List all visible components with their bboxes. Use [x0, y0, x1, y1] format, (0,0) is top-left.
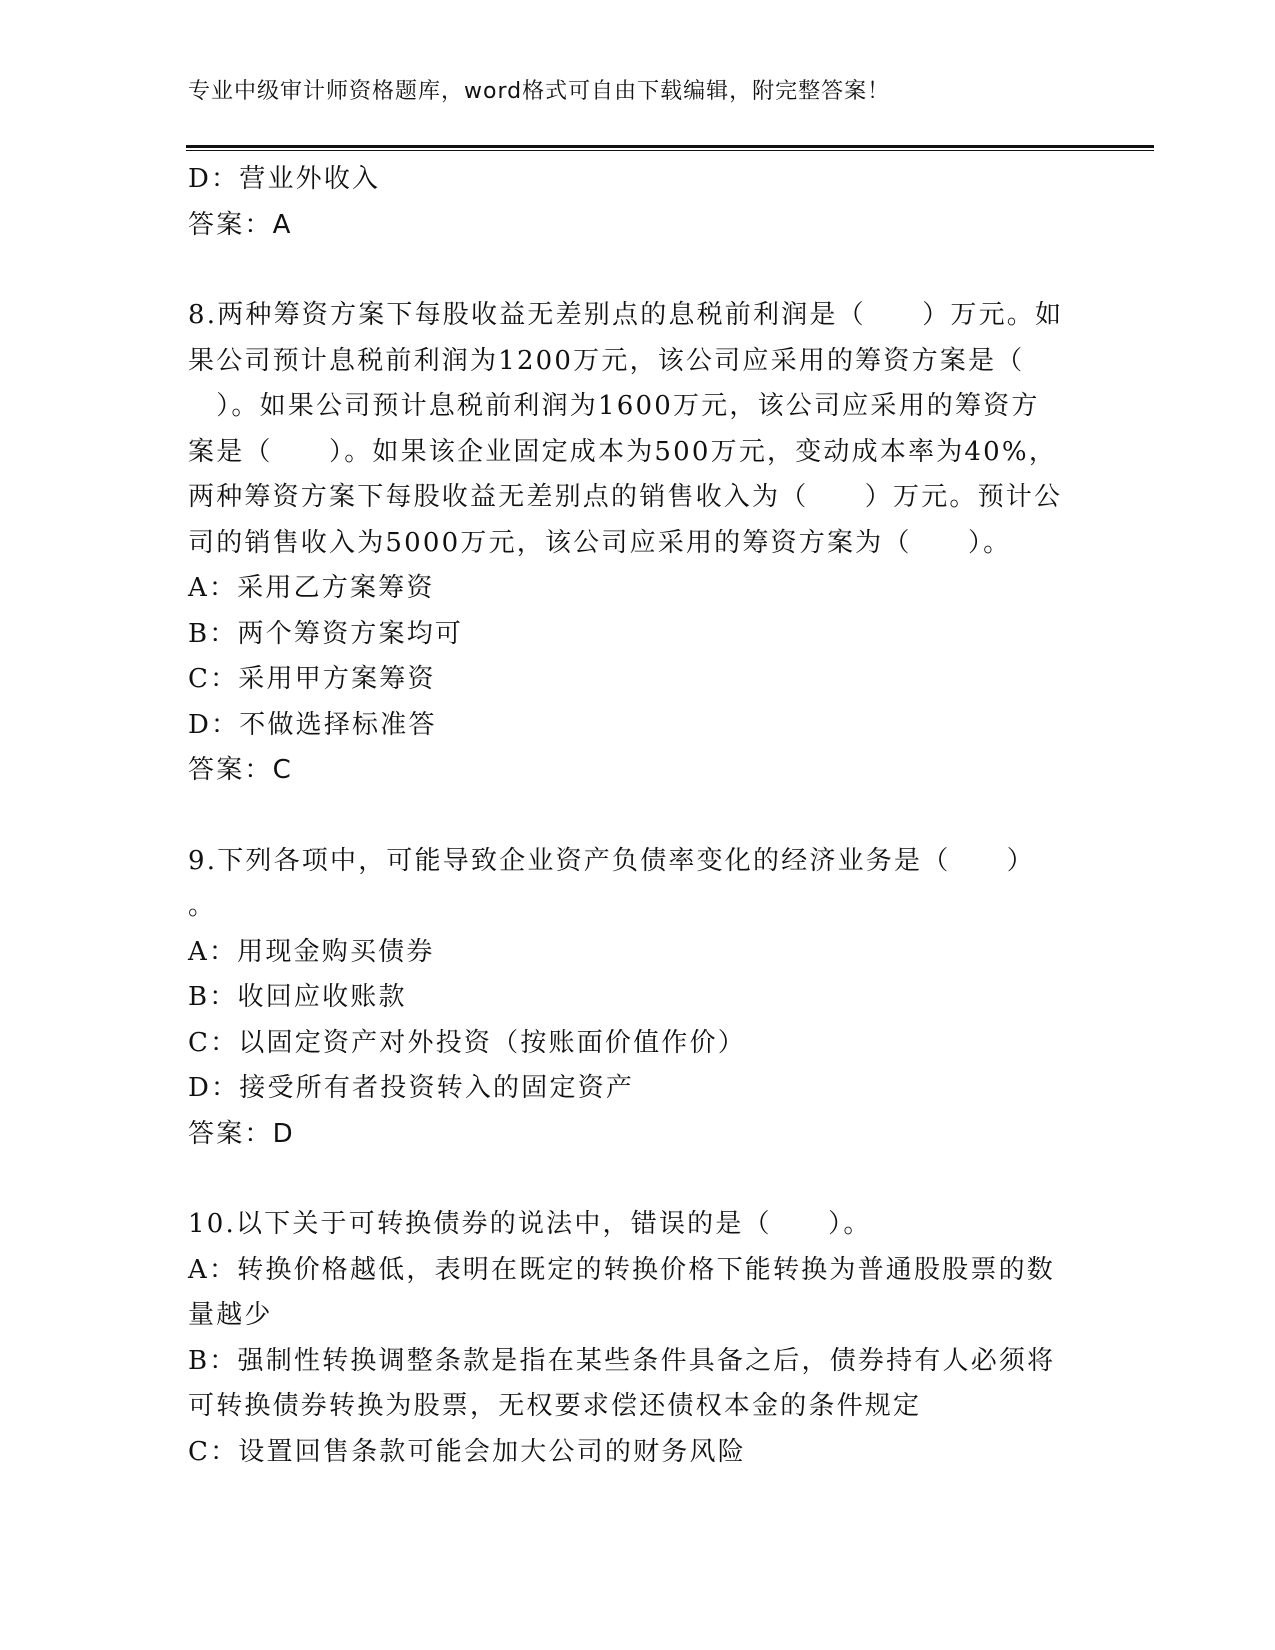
question-9-option-b: B：收回应收账款 — [188, 982, 407, 1012]
spacer — [188, 794, 1088, 839]
question-9-option-d: D：接受所有者投资转入的固定资产 — [188, 1073, 635, 1103]
prev-option-d: D：营业外收入 — [188, 164, 381, 194]
question-9-option-a: A：用现金购买债券 — [188, 936, 435, 967]
question-8-line: 司的销售收入为5000万元，该公司应采用的筹资方案为（ ）。 — [188, 527, 1012, 558]
question-8-option-a: A：采用乙方案筹资 — [188, 573, 435, 603]
question-10-option-b-cont: 可转换债券转换为股票，无权要求偿还债权本金的条件规定 — [188, 1391, 922, 1421]
question-8-line: 8.两种筹资方案下每股收益无差别点的息税前利润是（ ）万元。如 — [188, 300, 1064, 330]
header-rule-thin — [186, 150, 1154, 151]
prev-answer: 答案：A — [188, 209, 293, 240]
question-9-line: 。 — [188, 891, 217, 921]
question-10-option-c: C：设置回售条款可能会加大公司的财务风险 — [188, 1436, 746, 1467]
question-10-line: 10.以下关于可转换债券的说法中，错误的是（ ）。 — [188, 1209, 872, 1239]
question-8-line: ）。如果公司预计息税前利润为1600万元，该公司应采用的筹资方 — [188, 391, 1040, 421]
header-rule-thick — [186, 145, 1154, 148]
page-header: 专业中级审计师资格题库，word格式可自由下载编辑，附完整答案！ — [188, 79, 891, 104]
question-8-option-b: B：两个筹资方案均可 — [188, 618, 464, 649]
question-8-option-d: D：不做选择标准答 — [188, 709, 437, 740]
question-10 — [188, 1202, 1088, 1475]
question-9-option-c: C：以固定资产对外投资（按账面价值作价） — [188, 1027, 746, 1058]
document-body — [188, 157, 1088, 1475]
question-9-line: 9.下列各项中，可能导致企业资产负债率变化的经济业务是（ ） — [188, 845, 1036, 876]
question-10-option-a: A：转换价格越低，表明在既定的转换价格下能转换为普通股股票的数 — [188, 1254, 1055, 1285]
question-8 — [188, 293, 1088, 794]
question-10-option-b: B：强制性转换调整条款是指在某些条件具备之后，债券持有人必须将 — [188, 1345, 1056, 1376]
question-9-answer: 答案：D — [188, 1118, 295, 1149]
question-8-option-c: C：采用甲方案筹资 — [188, 664, 436, 694]
question-8-line: 果公司预计息税前利润为1200万元，该公司应采用的筹资方案是（ — [188, 345, 1025, 376]
question-8-line: 两种筹资方案下每股收益无差别点的销售收入为（ ）万元。预计公 — [188, 482, 1063, 512]
question-9 — [188, 839, 1088, 1158]
question-10-option-a-cont: 量越少 — [188, 1300, 273, 1330]
question-8-answer: 答案：C — [188, 755, 293, 785]
spacer — [188, 1157, 1088, 1202]
question-8-line: 案是（ ）。如果该企业固定成本为500万元，变动成本率为40%， — [188, 436, 1058, 467]
spacer — [188, 248, 1088, 293]
